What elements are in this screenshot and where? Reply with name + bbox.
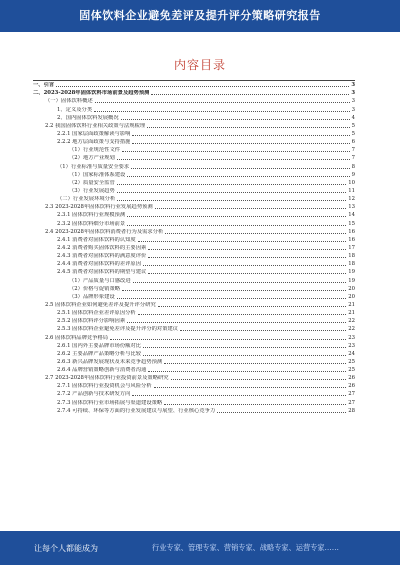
toc-entry-page: 19 xyxy=(348,269,355,276)
toc-entry-title: 2.5.1 固体饮料企业差评原因分析 xyxy=(57,310,136,317)
toc-entry-title: 2.7.4 可持续、环保等方面的行业发展建议与展望、行业核心竞争力 xyxy=(57,407,216,414)
toc-entry[interactable] xyxy=(33,358,355,366)
toc-entry-title: （一）固体饮料概述 xyxy=(45,98,93,105)
table-of-contents xyxy=(33,80,355,415)
toc-entry-title: 2.7 2023-2028年固体饮料行业投资前景及策略研究 xyxy=(45,375,169,382)
toc-entry[interactable] xyxy=(33,276,355,284)
toc-leader-dots xyxy=(147,126,349,128)
toc-entry-page: 11 xyxy=(348,187,355,194)
toc-entry-title: 2.5 固体饮料企业如何避免差评及提升评分研究 xyxy=(45,301,156,308)
toc-entry-page: 12 xyxy=(348,196,355,203)
toc-leader-dots xyxy=(127,175,349,177)
toc-entry-page: 6 xyxy=(351,139,355,146)
toc-entry[interactable] xyxy=(33,179,355,187)
toc-entry[interactable] xyxy=(33,342,355,350)
toc-leader-dots xyxy=(148,256,346,258)
toc-entry-title: 1、定义及分类 xyxy=(57,106,93,113)
toc-entry-page: 18 xyxy=(348,253,355,260)
toc-entry[interactable] xyxy=(33,350,355,358)
toc-entry-title: 2.3.2 固体饮料细分市场前景 xyxy=(57,220,126,227)
toc-entry-page: 16 xyxy=(348,236,355,243)
toc-leader-dots xyxy=(122,289,346,291)
document-title: 固体饮料企业避免差评及提升评分策略研究报告 xyxy=(79,9,321,22)
toc-leader-dots xyxy=(171,378,347,380)
toc-leader-dots xyxy=(94,110,349,112)
toc-entry-page: 20 xyxy=(348,285,355,292)
toc-entry[interactable] xyxy=(33,333,355,341)
toc-entry-page: 27 xyxy=(348,399,355,406)
toc-entry-page: 22 xyxy=(348,326,355,333)
toc-entry-page: 3 xyxy=(351,82,355,89)
toc-leader-dots xyxy=(127,224,346,226)
toc-entry-title: 2.4.1 消费者对固体饮料的认知度 xyxy=(57,236,136,243)
toc-entry-title: 2.3.1 固体饮料行业规模预测 xyxy=(57,212,126,219)
toc-entry[interactable] xyxy=(33,293,355,301)
document-header xyxy=(0,0,400,32)
toc-entry[interactable] xyxy=(33,268,355,276)
toc-entry-title: 2.4 2023-2028年固体饮料消费者行为及需求分析 xyxy=(45,228,164,235)
toc-entry[interactable] xyxy=(33,309,355,317)
toc-entry-title: 2.6.3 新兴品牌发展现状及未来竞争趋势预测 xyxy=(57,358,163,365)
toc-entry-title: 2.3 2023-2028年固体饮料行业发展趋势预测 xyxy=(45,204,153,211)
toc-entry-page: 7 xyxy=(351,155,355,162)
toc-entry[interactable] xyxy=(33,398,355,406)
toc-entry[interactable] xyxy=(33,301,355,309)
toc-entry[interactable] xyxy=(33,366,355,374)
toc-leader-dots xyxy=(151,93,349,95)
toc-leader-dots xyxy=(132,142,349,144)
toc-entry-page: 24 xyxy=(348,350,355,357)
toc-leader-dots xyxy=(122,150,350,152)
toc-entry-title: 2.6 固体饮料品牌竞争格局 xyxy=(45,334,109,341)
toc-leader-dots xyxy=(117,158,350,160)
toc-entry[interactable] xyxy=(33,228,355,236)
toc-entry[interactable] xyxy=(33,146,355,154)
toc-entry[interactable] xyxy=(33,374,355,382)
toc-entry[interactable] xyxy=(33,252,355,260)
toc-entry-page: 27 xyxy=(348,391,355,398)
toc-entry[interactable] xyxy=(33,285,355,293)
toc-leader-dots xyxy=(117,199,346,201)
toc-entry-title: 2.4.3 消费者对固体饮料的满意度评价 xyxy=(57,253,147,260)
toc-entry-page: 13 xyxy=(348,204,355,211)
toc-leader-dots xyxy=(138,240,347,242)
toc-entry[interactable] xyxy=(33,138,355,146)
toc-entry[interactable] xyxy=(33,236,355,244)
toc-leader-dots xyxy=(155,207,347,209)
toc-leader-dots xyxy=(148,272,346,274)
toc-entry[interactable] xyxy=(33,81,355,89)
toc-entry[interactable] xyxy=(33,317,355,325)
toc-leader-dots xyxy=(117,297,347,299)
toc-entry[interactable] xyxy=(33,244,355,252)
toc-entry-page: 19 xyxy=(348,277,355,284)
toc-entry-page: 8 xyxy=(351,163,355,170)
toc-entry-page: 3 xyxy=(351,106,355,113)
toc-leader-dots xyxy=(132,134,349,136)
toc-entry-title: 2.6.1 国内外主要品牌市场份额对比 xyxy=(57,342,142,349)
toc-entry-page: 20 xyxy=(348,293,355,300)
toc-entry-title: 2.2.1 国家层面政策解读与影响 xyxy=(57,130,131,137)
toc-entry[interactable] xyxy=(33,211,355,219)
toc-leader-dots xyxy=(127,321,346,323)
toc-entry-title: 2.6.2 主要品牌产品策略分析与比较 xyxy=(57,350,142,357)
toc-entry-title: 2.4.4 消费者对固体饮料的差评原因 xyxy=(57,261,142,268)
toc-entry-title: 2.4.2 消费者购买固体饮料的主要因素 xyxy=(57,244,147,251)
toc-entry[interactable] xyxy=(33,162,355,170)
toc-entry-page: 16 xyxy=(348,228,355,235)
toc-entry-page: 10 xyxy=(348,179,355,186)
toc-entry[interactable] xyxy=(33,390,355,398)
toc-entry-title: （1）行业规范性文件 xyxy=(69,147,121,154)
toc-entry-page: 23 xyxy=(348,334,355,341)
toc-entry[interactable] xyxy=(33,171,355,179)
toc-entry-title: （2）价格与促销策略 xyxy=(69,285,121,292)
toc-entry-title: 2.5.2 固体饮料评分影响因素 xyxy=(57,318,126,325)
toc-entry[interactable] xyxy=(33,260,355,268)
toc-entry-page: 21 xyxy=(348,310,355,317)
toc-entry[interactable] xyxy=(33,105,355,113)
toc-entry-page: 21 xyxy=(348,301,355,308)
toc-leader-dots xyxy=(148,248,346,250)
page-title: 内容目录 xyxy=(173,58,226,72)
toc-entry-title: 2.7.3 固体饮料行业市场拓展与渠道建设策略 xyxy=(57,399,163,406)
toc-entry[interactable] xyxy=(33,187,355,195)
toc-leader-dots xyxy=(121,118,350,120)
toc-leader-dots xyxy=(165,232,346,234)
toc-leader-dots xyxy=(110,338,346,340)
toc-entry-page: 5 xyxy=(351,130,355,137)
toc-entry[interactable] xyxy=(33,325,355,333)
toc-entry-page: 25 xyxy=(348,358,355,365)
toc-entry-page: 4 xyxy=(351,114,355,121)
toc-leader-dots xyxy=(131,167,349,169)
toc-entry-page: 28 xyxy=(348,407,355,414)
toc-entry-page: 26 xyxy=(348,375,355,382)
toc-entry-page: 5 xyxy=(351,122,355,129)
document-footer xyxy=(0,531,400,565)
toc-entry-title: （二）行业发展环境分析 xyxy=(57,196,116,203)
toc-leader-dots xyxy=(217,411,346,413)
toc-entry-title: （1）行业标准与质量安全要求 xyxy=(57,163,130,170)
toc-entry-title: （1）国家标准体系建设 xyxy=(69,171,126,178)
toc-entry-title: 2、国内固体饮料发展概况 xyxy=(57,114,119,121)
toc-leader-dots xyxy=(158,305,347,307)
toc-entry-page: 18 xyxy=(348,261,355,268)
toc-leader-dots xyxy=(132,394,346,396)
toc-leader-dots xyxy=(138,313,347,315)
toc-entry-title: 2.5.3 固体饮料企业避免差评及提升评分的对策建议 xyxy=(57,326,179,333)
toc-leader-dots xyxy=(143,346,346,348)
toc-entry-page: 23 xyxy=(348,342,355,349)
toc-entry[interactable] xyxy=(33,154,355,162)
toc-leader-dots xyxy=(164,362,346,364)
toc-entry-title: 一、引言 xyxy=(33,82,55,89)
toc-entry[interactable] xyxy=(33,382,355,390)
toc-leader-dots xyxy=(56,85,349,87)
toc-leader-dots xyxy=(117,191,347,193)
toc-entry[interactable] xyxy=(33,97,355,105)
toc-leader-dots xyxy=(154,386,347,388)
toc-leader-dots xyxy=(148,370,346,372)
toc-entry-title: （2）地方产业规划 xyxy=(69,155,115,162)
toc-entry[interactable] xyxy=(33,114,355,122)
toc-entry-title: 2.2 我国固体饮料行业相关政策与法规梳理 xyxy=(45,122,146,129)
toc-entry[interactable] xyxy=(33,195,355,203)
toc-entry-title: （3）行业发展趋势 xyxy=(69,187,115,194)
toc-entry-title: （3）品牌形象建设 xyxy=(69,293,115,300)
toc-entry-title: 2.6.4 品牌营销策略创新与消费者沟通 xyxy=(57,367,147,374)
toc-entry-page: 7 xyxy=(351,147,355,154)
footer-tagline: 行业专家、管理专家、营销专家、战略专家、运营专家…… xyxy=(152,543,339,552)
toc-entry-title: 2.4.5 消费者对固体饮料的期望与建议 xyxy=(57,269,147,276)
footer-slogan: 让每个人都能成为 xyxy=(34,543,98,553)
toc-entry-title: 二、2023-2028年固体饮料市场前景及趋势预测 xyxy=(33,90,150,97)
toc-leader-dots xyxy=(143,354,346,356)
toc-entry-title: （1）产品质量与口感改进 xyxy=(69,277,131,284)
toc-entry-page: 3 xyxy=(351,90,355,97)
toc-entry[interactable] xyxy=(33,89,355,97)
toc-entry-page: 25 xyxy=(348,367,355,374)
toc-leader-dots xyxy=(180,329,346,331)
toc-leader-dots xyxy=(127,215,346,217)
toc-entry[interactable] xyxy=(33,219,355,227)
toc-entry-title: （2）质量安全监管 xyxy=(69,179,115,186)
toc-entry-page: 26 xyxy=(348,383,355,390)
toc-entry[interactable] xyxy=(33,122,355,130)
toc-leader-dots xyxy=(143,264,346,266)
toc-entry[interactable] xyxy=(33,407,355,415)
toc-entry-page: 14 xyxy=(348,212,355,219)
toc-entry-title: 2.2.2 地方层面政策与支持措施 xyxy=(57,139,131,146)
toc-entry-title: 2.7.2 产品创新与技术研发方向 xyxy=(57,391,131,398)
toc-leader-dots xyxy=(164,403,346,405)
toc-leader-dots xyxy=(133,281,347,283)
toc-entry-page: 17 xyxy=(348,244,355,251)
toc-entry[interactable] xyxy=(33,203,355,211)
toc-entry[interactable] xyxy=(33,130,355,138)
toc-leader-dots xyxy=(117,183,347,185)
toc-leader-dots xyxy=(95,101,350,103)
toc-entry-page: 9 xyxy=(351,171,355,178)
toc-entry-page: 3 xyxy=(351,98,355,105)
toc-entry-page: 22 xyxy=(348,318,355,325)
toc-entry-page: 15 xyxy=(348,220,355,227)
toc-entry-title: 2.7.1 固体饮料行业投资机会与风险分析 xyxy=(57,383,152,390)
